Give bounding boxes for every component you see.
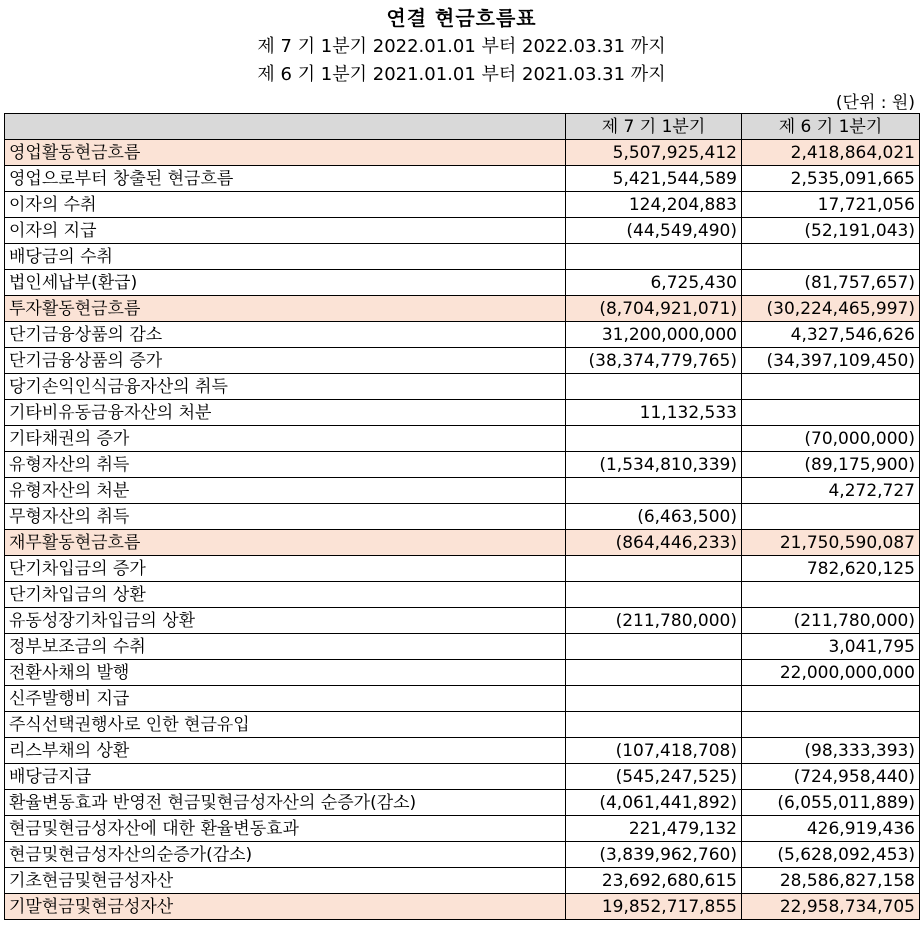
table-row xyxy=(5,478,920,504)
row-label: 전환사채의 발행 xyxy=(5,660,566,686)
row-value-current: 19,852,717,855 xyxy=(566,894,742,920)
table-row xyxy=(5,764,920,790)
unit-label: (단위 : 원) xyxy=(835,93,915,113)
row-value-prior: (81,757,657) xyxy=(742,270,920,296)
row-label: 영업활동현금흐름 xyxy=(5,140,566,166)
row-value-prior: 4,327,546,626 xyxy=(742,322,920,348)
table-row xyxy=(5,582,920,608)
table-row xyxy=(5,530,920,556)
row-value-current xyxy=(566,478,742,504)
row-label: 유동성장기차입금의 상환 xyxy=(5,608,566,634)
row-value-prior xyxy=(742,244,920,270)
table-row xyxy=(5,894,920,920)
table-row xyxy=(5,296,920,322)
row-label: 재무활동현금흐름 xyxy=(5,530,566,556)
row-value-prior: 3,041,795 xyxy=(742,634,920,660)
row-value-prior xyxy=(742,712,920,738)
row-label: 기초현금및현금성자산 xyxy=(5,868,566,894)
table-row xyxy=(5,374,920,400)
period-current: 제 7 기 1분기 2022.01.01 부터 2022.03.31 까지 xyxy=(257,36,666,57)
table-row xyxy=(5,192,920,218)
table-row xyxy=(5,634,920,660)
row-label: 유형자산의 취득 xyxy=(5,452,566,478)
row-label: 이자의 지급 xyxy=(5,218,566,244)
row-label: 투자활동현금흐름 xyxy=(5,296,566,322)
table-row xyxy=(5,218,920,244)
row-value-prior: 22,958,734,705 xyxy=(742,894,920,920)
row-value-prior: (724,958,440) xyxy=(742,764,920,790)
row-value-current: (545,247,525) xyxy=(566,764,742,790)
table-row xyxy=(5,686,920,712)
table-row xyxy=(5,816,920,842)
row-value-current xyxy=(566,582,742,608)
row-value-prior: 2,535,091,665 xyxy=(742,166,920,192)
row-label: 당기손익인식금융자산의 취득 xyxy=(5,374,566,400)
table-row xyxy=(5,790,920,816)
table-body xyxy=(5,140,920,920)
row-value-prior: (5,628,092,453) xyxy=(742,842,920,868)
table-row xyxy=(5,322,920,348)
row-label: 배당금지급 xyxy=(5,764,566,790)
row-label: 법인세납부(환급) xyxy=(5,270,566,296)
row-value-prior: 17,721,056 xyxy=(742,192,920,218)
row-value-prior: 21,750,590,087 xyxy=(742,530,920,556)
column-header-label xyxy=(5,114,566,140)
table-row xyxy=(5,660,920,686)
table-row xyxy=(5,504,920,530)
row-label: 환율변동효과 반영전 현금및현금성자산의 순증가(감소) xyxy=(5,790,566,816)
row-value-current: 5,421,544,589 xyxy=(566,166,742,192)
row-label: 영업으로부터 창출된 현금흐름 xyxy=(5,166,566,192)
row-value-prior: 782,620,125 xyxy=(742,556,920,582)
row-value-prior: 22,000,000,000 xyxy=(742,660,920,686)
row-value-prior xyxy=(742,400,920,426)
row-value-prior xyxy=(742,686,920,712)
period-prior: 제 6 기 1분기 2021.01.01 부터 2021.03.31 까지 xyxy=(257,64,666,85)
row-value-current: (8,704,921,071) xyxy=(566,296,742,322)
row-value-prior: (52,191,043) xyxy=(742,218,920,244)
row-value-prior: (98,333,393) xyxy=(742,738,920,764)
row-label: 정부보조금의 수취 xyxy=(5,634,566,660)
row-value-current xyxy=(566,556,742,582)
table-row xyxy=(5,270,920,296)
row-label: 주식선택권행사로 인한 현금유입 xyxy=(5,712,566,738)
row-label: 리스부채의 상환 xyxy=(5,738,566,764)
row-value-current: 6,725,430 xyxy=(566,270,742,296)
row-label: 신주발행비 지급 xyxy=(5,686,566,712)
row-label: 단기금융상품의 증가 xyxy=(5,348,566,374)
row-value-current: (211,780,000) xyxy=(566,608,742,634)
row-label: 배당금의 수취 xyxy=(5,244,566,270)
table-row xyxy=(5,244,920,270)
row-label: 유형자산의 처분 xyxy=(5,478,566,504)
table-row xyxy=(5,556,920,582)
row-value-prior: (34,397,109,450) xyxy=(742,348,920,374)
row-value-current: (4,061,441,892) xyxy=(566,790,742,816)
row-value-current: 221,479,132 xyxy=(566,816,742,842)
row-value-prior: 426,919,436 xyxy=(742,816,920,842)
row-value-current: (1,534,810,339) xyxy=(566,452,742,478)
row-value-prior: (211,780,000) xyxy=(742,608,920,634)
row-label: 기타채권의 증가 xyxy=(5,426,566,452)
row-label: 단기차입금의 증가 xyxy=(5,556,566,582)
table-row xyxy=(5,712,920,738)
statement-title: 연결 현금흐름표 xyxy=(386,6,537,30)
row-value-prior: (6,055,011,889) xyxy=(742,790,920,816)
table-row xyxy=(5,348,920,374)
row-label: 단기차입금의 상환 xyxy=(5,582,566,608)
row-label: 기말현금및현금성자산 xyxy=(5,894,566,920)
row-value-current xyxy=(566,686,742,712)
table-row xyxy=(5,738,920,764)
column-header-prior: 제 6 기 1분기 xyxy=(742,114,920,140)
row-value-prior: (89,175,900) xyxy=(742,452,920,478)
row-value-prior xyxy=(742,504,920,530)
row-label: 현금및현금성자산의순증가(감소) xyxy=(5,842,566,868)
row-value-current: (3,839,962,760) xyxy=(566,842,742,868)
row-value-current xyxy=(566,426,742,452)
row-value-current xyxy=(566,660,742,686)
row-value-prior xyxy=(742,582,920,608)
row-value-current: 11,132,533 xyxy=(566,400,742,426)
row-value-current: 124,204,883 xyxy=(566,192,742,218)
column-header-current: 제 7 기 1분기 xyxy=(566,114,742,140)
table-row xyxy=(5,608,920,634)
row-value-current xyxy=(566,712,742,738)
row-value-current: (864,446,233) xyxy=(566,530,742,556)
row-value-current: (38,374,779,765) xyxy=(566,348,742,374)
row-value-prior: 2,418,864,021 xyxy=(742,140,920,166)
row-label: 기타비유동금융자산의 처분 xyxy=(5,400,566,426)
table-row xyxy=(5,140,920,166)
table-row xyxy=(5,400,920,426)
row-label: 무형자산의 취득 xyxy=(5,504,566,530)
row-label: 현금및현금성자산에 대한 환율변동효과 xyxy=(5,816,566,842)
table-row xyxy=(5,426,920,452)
row-value-current: 5,507,925,412 xyxy=(566,140,742,166)
row-value-current xyxy=(566,244,742,270)
row-value-current: (6,463,500) xyxy=(566,504,742,530)
row-value-prior: 28,586,827,158 xyxy=(742,868,920,894)
table-header-row xyxy=(5,114,920,140)
row-value-prior: (30,224,465,997) xyxy=(742,296,920,322)
row-label: 단기금융상품의 감소 xyxy=(5,322,566,348)
row-value-current xyxy=(566,634,742,660)
table-row xyxy=(5,868,920,894)
row-value-current: (44,549,490) xyxy=(566,218,742,244)
row-label: 이자의 수취 xyxy=(5,192,566,218)
table-row xyxy=(5,842,920,868)
row-value-prior: 4,272,727 xyxy=(742,478,920,504)
row-value-current: (107,418,708) xyxy=(566,738,742,764)
table-row xyxy=(5,166,920,192)
row-value-current xyxy=(566,374,742,400)
row-value-prior xyxy=(742,374,920,400)
row-value-prior: (70,000,000) xyxy=(742,426,920,452)
table-row xyxy=(5,452,920,478)
row-value-current: 31,200,000,000 xyxy=(566,322,742,348)
cash-flow-table xyxy=(4,113,920,920)
row-value-current: 23,692,680,615 xyxy=(566,868,742,894)
